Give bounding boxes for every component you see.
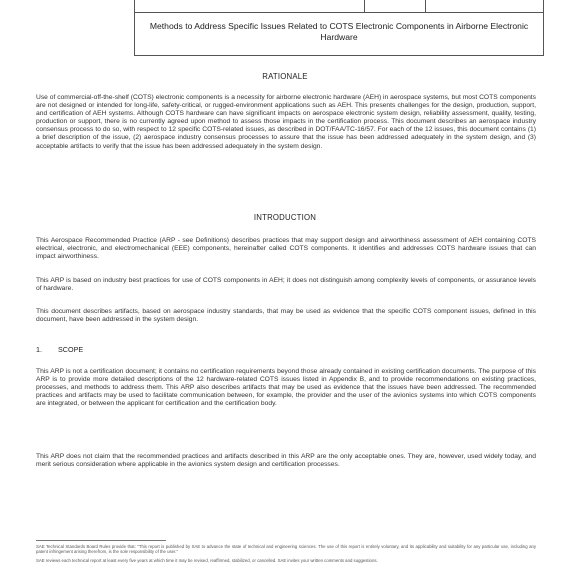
- footer-notice-1: SAE Technical Standards Board Rules provide that: "This report is published by SAE to advance the state of technical and engineering sciences. The use of this report is entirely voluntary, and its applicability and suitability for any particular use, including any patent infringement arising therefrom, is the sole responsibility of the user.": [36, 544, 536, 555]
- scope-heading: [36, 345, 83, 354]
- scope-paragraph-1: This ARP is not a certification document; it contains no certification requirements beyond those already contained in existing certification documents. The purpose of this ARP is to provide more detailed descriptions of the 12 hardware-related COTS issues listed in Appendix B, and to provide recommendations on existing practices, processes, and methods to address them. This ARP also describes artifacts that may be used as evidence that the issues have been addressed. The recommended practices and artifacts may be used to facilitate communication between, for example, the provider and the user of the avionics systems into which COTS components are integrated, or between the applicant for certification and the certification body.: [36, 368, 536, 408]
- rationale-paragraph: Use of commercial-off-the-shelf (COTS) electronic components is a necessity for airborne electronic hardware (AEH) in aerospace systems, but most COTS components are not designed or intended for long-life, safety-critical, or rugged-environment applications such as AEH. This presents challenges for the design, production, support, and certification of AEH systems. Although COTS hardware can have significant impacts on aerospace electronic system design, reliability assessment, quality, testing, production or support, there is no currently agreed upon method to assess those impacts in the certification process. This document describes an aerospace industry consensus process to do so, with respect to 12 specific COTS-related issues, as described in DOT/FAA/TC-16/57. For each of the 12 issues, this document contains (1) a brief description of the issue, (2) aerospace industry consensus processes to assure that the issue has been addressed adequately in the system design, and (3) acceptable artifacts to verify that the issue has been addressed adequately in the system design.: [36, 94, 536, 150]
- introduction-paragraph-3: This document describes artifacts, based on aerospace industry standards, that may be used as evidence that the specific COTS component issues, defined in this document, have been addressed in the system design.: [36, 308, 536, 324]
- scope-paragraph-2: This ARP does not claim that the recommended practices and artifacts described in this ARP are the only acceptable ones. They are, however, used widely today, and merit serious consideration where applicable in the avionics system design and certification processes.: [36, 453, 536, 469]
- footer-notice-2: SAE reviews each technical report at least every five years at which time it may be revised, reaffirmed, stabilized, or cancelled. SAE invites your written comments and suggestions.: [36, 558, 378, 563]
- introduction-heading: INTRODUCTION: [253, 213, 317, 222]
- introduction-paragraph-2: This ARP is based on industry best practices for use of COTS components in AEH; it does not distinguish among complexity levels of components, or assurance levels of hardware.: [36, 277, 536, 293]
- rationale-heading: RATIONALE: [262, 72, 308, 81]
- introduction-paragraph-1: This Aerospace Recommended Practice (ARP - see Definitions) describes practices that may support design and airworthiness assessment of AEH containing COTS electrical, electronic, and electromechanical (EEE) components, hereinafter called COTS components. It identifies and addresses COTS hardware issues that can impact airworthiness.: [36, 237, 536, 261]
- header-cell-spacer: [365, 0, 425, 13]
- header-cell-document-info: [135, 0, 365, 13]
- document-title: Methods to Address Specific Issues Related to COTS Electronic Components in Airborne Electronic Hardware: [149, 21, 529, 42]
- scope-section-title: SCOPE: [58, 345, 84, 354]
- document-header-box: [134, 0, 544, 56]
- scope-section-number: 1.: [36, 345, 42, 354]
- header-cell-revision: [425, 0, 543, 13]
- footer-rule: [36, 540, 166, 541]
